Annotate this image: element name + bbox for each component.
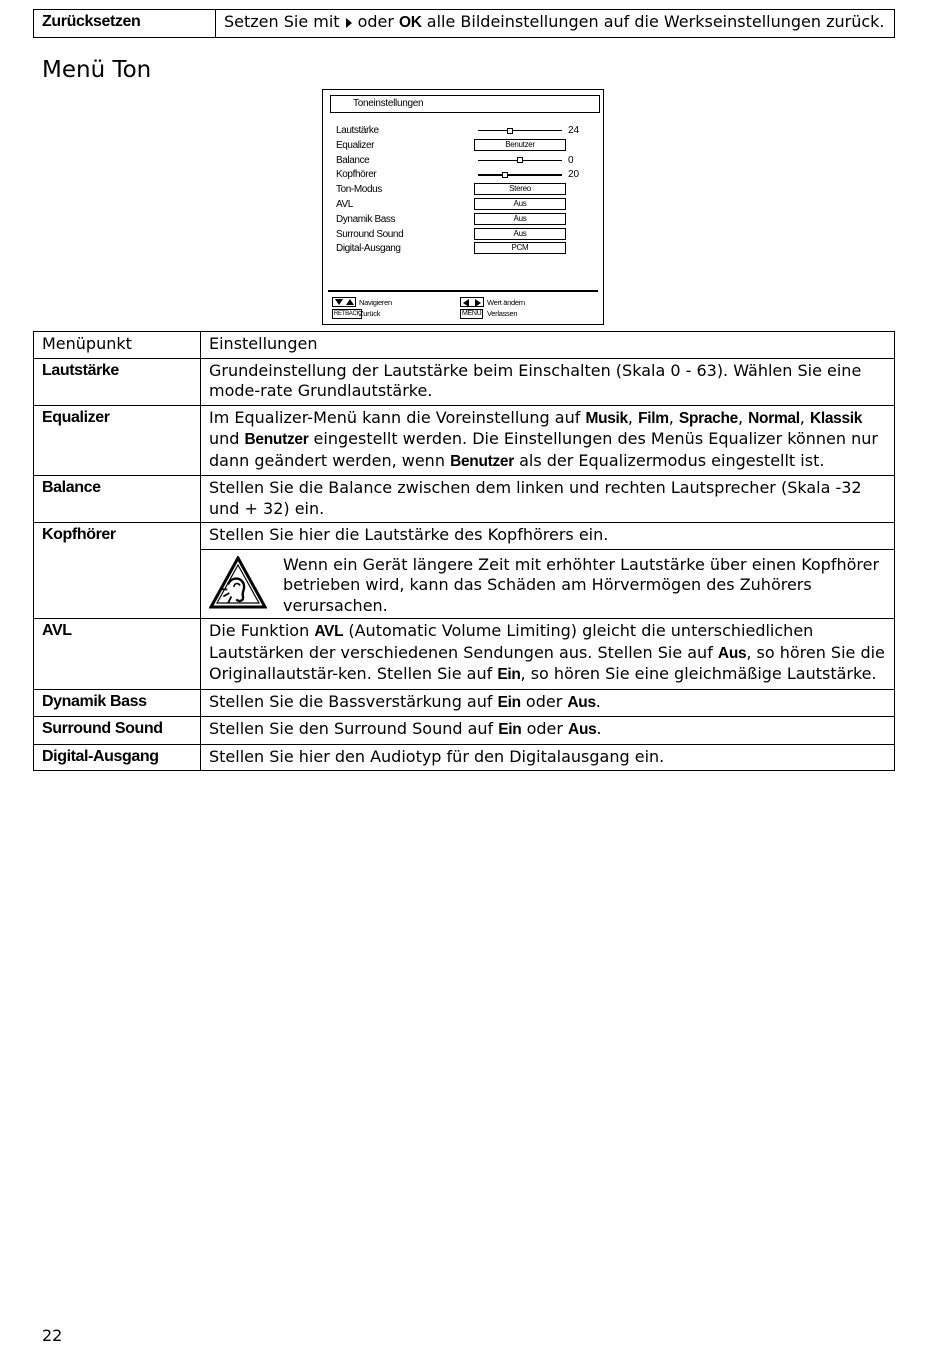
row-text-avl: Die Funktion AVL (Automatic Volume Limiting) gleicht die unterschiedlichen Lautstärken der verschiedenen Sendungen aus. Stellen Sie auf Aus, so hören Sie die Originallautstär-ken. Stellen Sie auf Ein, so hören Sie eine gleichmäßige Lautstärke. bbox=[201, 619, 895, 690]
tv-menu-item-label: Kopfhörer bbox=[336, 169, 377, 181]
table-row bbox=[34, 689, 895, 717]
row-text-equalizer: Im Equalizer-Menü kann die Voreinstellung auf Musik, Film, Sprache, Normal, Klassik und Benutzer eingestellt werden. Die Einstellungen des Menüs Equalizer können nur dann geändert werden, wenn Benutzer als der Equalizermodus eingestellt ist. bbox=[201, 405, 895, 476]
warning-cell bbox=[201, 549, 895, 619]
row-key-digital: Digital-Ausgang bbox=[34, 744, 201, 771]
tv-menu-slider-value: 24 bbox=[568, 125, 580, 136]
reset-key: Zurücksetzen bbox=[34, 10, 216, 38]
tv-sound-menu bbox=[322, 89, 604, 325]
tv-menu-item-label: Dynamik Bass bbox=[336, 213, 396, 225]
table-row bbox=[34, 405, 895, 476]
tv-menu-title-bar bbox=[330, 95, 600, 113]
tv-menu-item bbox=[336, 168, 598, 182]
tv-menu-slider-value: 0 bbox=[568, 154, 574, 166]
tv-menu-item bbox=[336, 198, 598, 212]
row-text-balance: Stellen Sie die Balance zwischen dem linken und rechten Lautsprecher (Skala -32 und + 32) ein. bbox=[201, 476, 895, 523]
tv-menu-slider-value: 20 bbox=[568, 169, 580, 181]
table-row bbox=[34, 619, 895, 690]
tv-menu-item bbox=[336, 242, 598, 256]
tv-menu-divider bbox=[328, 290, 598, 292]
tv-menu-item-label: AVL bbox=[336, 199, 353, 210]
reset-table bbox=[33, 9, 895, 38]
table-row bbox=[34, 10, 895, 38]
tv-menu-value-box: Stereo bbox=[474, 183, 566, 195]
table-row bbox=[34, 744, 895, 771]
up-down-keys-icon bbox=[332, 297, 356, 307]
tv-footer-change: Wert ändern bbox=[487, 298, 525, 307]
left-right-keys-icon bbox=[460, 297, 484, 307]
tv-footer-navigate: Navigieren bbox=[359, 298, 392, 307]
tv-menu-value-box: PCM bbox=[474, 242, 566, 254]
row-key-avl: AVL bbox=[34, 619, 201, 690]
hearing-damage-warning-icon bbox=[209, 556, 267, 610]
row-key-balance: Balance bbox=[34, 476, 201, 523]
row-key-surround: Surround Sound bbox=[34, 717, 201, 745]
row-text-dynamik-bass: Stellen Sie die Bassverstärkung auf Ein oder Aus. bbox=[201, 689, 895, 717]
tv-menu-item bbox=[336, 154, 598, 168]
tv-menu-title: Toneinstellungen bbox=[353, 98, 424, 109]
tv-menu-slider bbox=[478, 174, 562, 175]
section-title: Menü Ton bbox=[42, 57, 152, 83]
tv-menu-item-label: Ton-Modus bbox=[336, 184, 382, 196]
row-key-lautstaerke: Lautstärke bbox=[34, 358, 201, 405]
tv-footer-back: Zurück bbox=[359, 309, 381, 318]
warning-text: Wenn ein Gerät längere Zeit mit erhöhter Lautstärke über einen Kopfhörer betrieben wird, kann das Schäden am Hörvermögen des Zuhörers verursachen. bbox=[283, 554, 880, 615]
back-key-icon: RETBACK bbox=[334, 311, 361, 317]
tv-menu-slider bbox=[478, 160, 562, 161]
column-header-menu-item: Menüpunkt bbox=[34, 332, 201, 359]
row-text-lautstaerke: Grundeinstellung der Lautstärke beim Einschalten (Skala 0 - 63). Wählen Sie eine mode-rate Grundlautstärke. bbox=[201, 358, 895, 405]
table-row bbox=[34, 717, 895, 745]
row-key-dynamik-bass: Dynamik Bass bbox=[34, 689, 201, 717]
tv-menu-slider-knob bbox=[507, 128, 513, 134]
tv-menu-item bbox=[336, 228, 598, 242]
table-header-row bbox=[34, 332, 895, 359]
tv-menu-item-label: Balance bbox=[336, 154, 370, 166]
table-row bbox=[34, 476, 895, 523]
tv-footer-exit: Verlassen bbox=[487, 309, 518, 318]
tv-menu-item bbox=[336, 139, 598, 153]
tv-menu-slider-knob bbox=[502, 172, 508, 178]
page-number: 22 bbox=[42, 1326, 63, 1345]
settings-table bbox=[33, 331, 895, 771]
tv-menu-value-box: Aus bbox=[474, 213, 566, 225]
menu-key-icon: MENU bbox=[462, 310, 482, 317]
row-key-kopfhoerer: Kopfhörer bbox=[34, 523, 201, 619]
tv-menu-item bbox=[336, 124, 598, 138]
row-text-digital: Stellen Sie hier den Audiotyp für den Digitalausgang ein. bbox=[201, 744, 895, 771]
tv-menu-item-label: Lautstärke bbox=[336, 125, 379, 136]
row-key-equalizer: Equalizer bbox=[34, 405, 201, 476]
table-row bbox=[34, 523, 895, 550]
tv-menu-value-box: Aus bbox=[474, 228, 566, 240]
tv-menu-item-label: Digital-Ausgang bbox=[336, 243, 401, 255]
right-arrow-icon bbox=[346, 18, 352, 28]
row-text-surround: Stellen Sie den Surround Sound auf Ein oder Aus. bbox=[201, 717, 895, 745]
tv-menu-value-box: Benutzer bbox=[474, 139, 566, 151]
tv-menu-item-label: Equalizer bbox=[336, 139, 375, 151]
tv-menu-item-label: Surround Sound bbox=[336, 228, 404, 240]
tv-menu-item bbox=[336, 183, 598, 197]
tv-menu-item bbox=[336, 213, 598, 227]
row-text-kopfhoerer: Stellen Sie hier die Lautstärke des Kopfhörers ein. bbox=[201, 523, 895, 550]
tv-menu-slider bbox=[478, 130, 562, 131]
reset-text: Setzen Sie mit oder OK alle Bildeinstellungen auf die Werkseinstellungen zurück. bbox=[216, 10, 895, 38]
tv-menu-value-box: Aus bbox=[474, 198, 566, 210]
tv-menu-slider-knob bbox=[517, 157, 523, 163]
table-row bbox=[34, 358, 895, 405]
column-header-settings: Einstellungen bbox=[201, 332, 895, 359]
